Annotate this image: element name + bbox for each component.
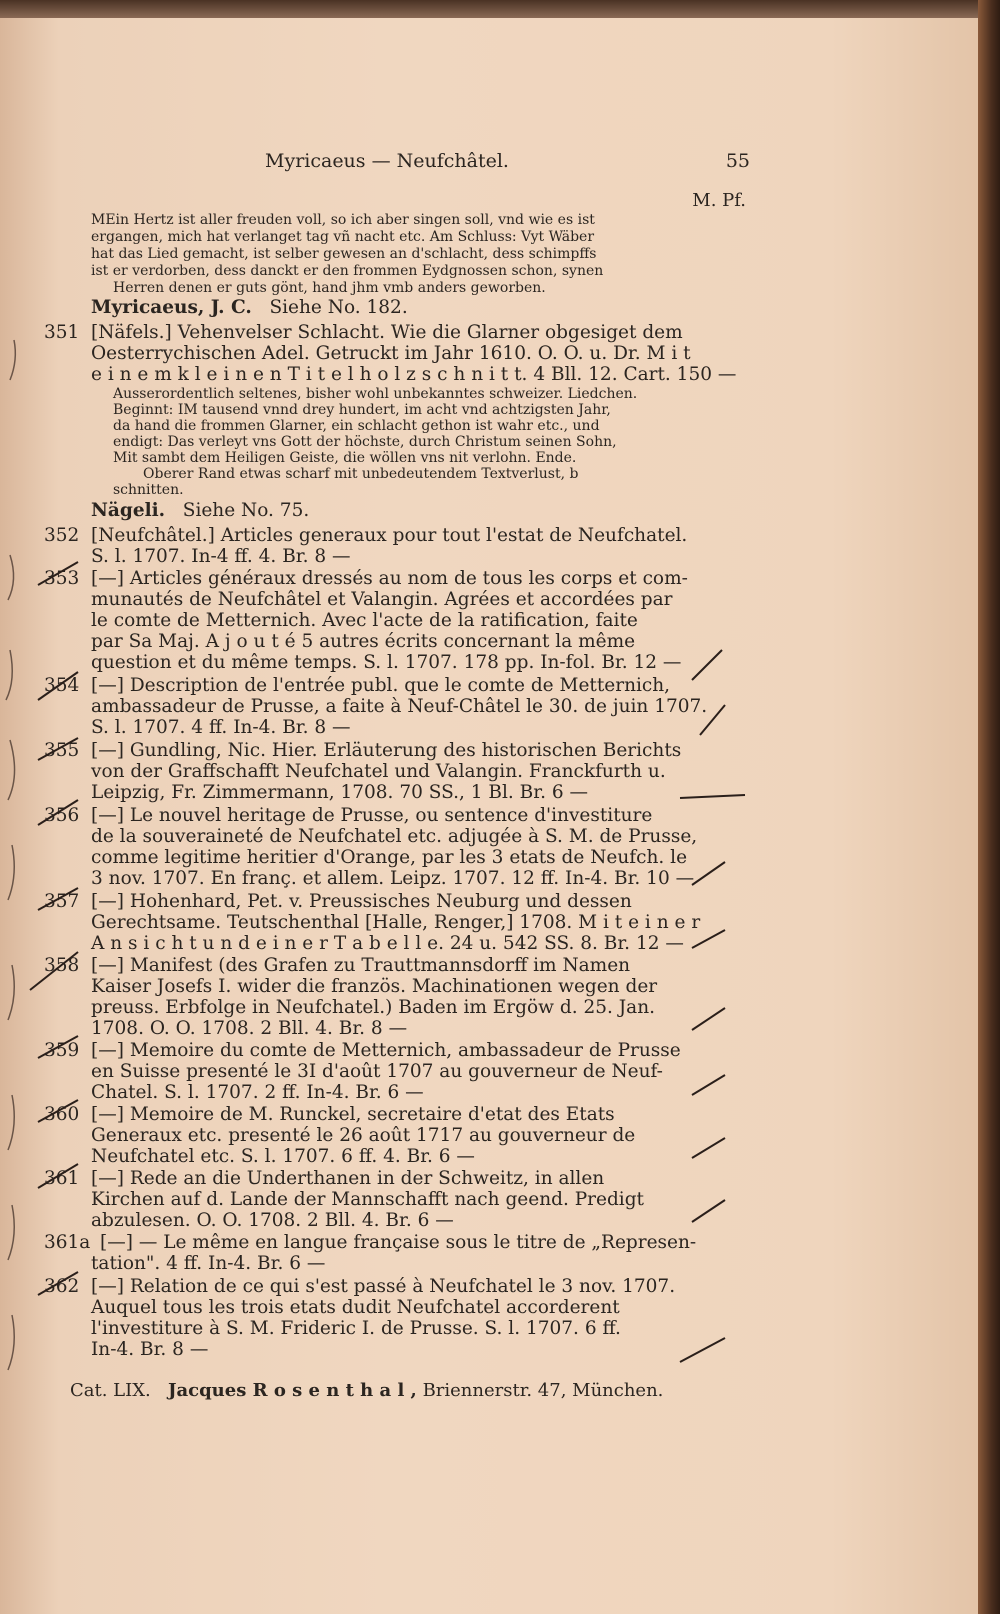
ref-text: Siehe No. 75.: [182, 500, 310, 521]
entry-line: Gerechtsame. Teutschenthal [Halle, Renger,] 1708. M i t e i n e r: [91, 912, 701, 933]
strike-mark: [38, 1164, 78, 1188]
intro-line: Herren denen er guts gönt, hand jhm vmb anders geworben.: [113, 280, 546, 296]
entry-note: Beginnt: IM tausend vnnd drey hundert, im acht vnd achtzigsten Jahr,: [113, 402, 611, 418]
entry-line: von der Graffschafft Neufchatel und Valangin. Franckfurth u.: [91, 761, 666, 782]
entry-line: Generaux etc. presenté le 26 août 1717 au gouverneur de: [91, 1125, 636, 1146]
strike-mark: [38, 888, 78, 910]
intro-line: MEin Hertz ist aller freuden voll, so ich aber singen soll, vnd wie es ist: [91, 212, 595, 228]
entry-line: abzulesen. O. O. 1708. 2 Bll. 4. Br. 6 —: [91, 1210, 454, 1231]
price-strike: [692, 1200, 725, 1222]
strike-mark: [38, 672, 78, 700]
ref-name: Nägeli.: [91, 500, 166, 521]
entry-note: Oberer Rand etwas scharf mit unbedeutendem Textverlust, b: [143, 466, 579, 482]
entry-line: ambassadeur de Prusse, a faite à Neuf-Châtel le 30. de juin 1707.: [91, 696, 708, 717]
entry-note: schnitten.: [113, 482, 184, 498]
entry-line: question et du même temps. S. l. 1707. 178 pp. In-fol. Br. 12 —: [91, 652, 682, 673]
book-spine: [978, 0, 1000, 1614]
strike-mark: [38, 738, 78, 760]
price-strike: [692, 1075, 725, 1095]
entry-line: [—] Rede an die Underthanen in der Schweitz, in allen: [91, 1168, 605, 1189]
strike-mark: [38, 1100, 78, 1122]
entry-number: 352: [44, 525, 80, 546]
entry-line: [—] — Le même en langue française sous le titre de „Represen-: [100, 1232, 697, 1253]
price-strike: [692, 1138, 725, 1158]
entry-line: le comte de Metternich. Avec l'acte de la ratification, faite: [91, 610, 638, 631]
catalog-number: Cat. LIX.: [70, 1380, 151, 1401]
entry-line: [—] Memoire du comte de Metternich, ambassadeur de Prusse: [91, 1040, 681, 1061]
entry-note: da hand die frommen Glarner, ein schlacht gethon ist wahr etc., und: [113, 418, 600, 434]
entry-number: 354: [44, 675, 80, 696]
scribble-mark: [10, 340, 15, 380]
entry-number: 355: [44, 740, 80, 761]
entry-line: Oesterrychischen Adel. Getruckt im Jahr 1610. O. O. u. Dr. M i t: [91, 343, 691, 364]
ref-text: Siehe No. 182.: [269, 297, 408, 318]
price-strike: [692, 1008, 725, 1030]
entry-note: Ausserordentlich seltenes, bisher wohl unbekanntes schweizer. Liedchen.: [113, 386, 638, 402]
entry-line: 3 nov. 1707. En franç. et allem. Leipz. 1707. 12 ff. In-4. Br. 10 —: [91, 868, 695, 889]
entry-line: Auquel tous les trois etats dudit Neufchatel accorderent: [91, 1297, 620, 1318]
dealer-name: Jacques R o s e n t h a l ,: [167, 1380, 417, 1401]
entry-line: 1708. O. O. 1708. 2 Bll. 4. Br. 8 —: [91, 1018, 408, 1039]
scribble-mark: [8, 1205, 14, 1260]
scribble-mark: [8, 1315, 14, 1370]
entry-line: de la souveraineté de Neufchatel etc. adjugée à S. M. de Prusse,: [91, 826, 698, 847]
entry-number: 362: [44, 1276, 80, 1297]
entry-line: comme legitime heritier d'Orange, par les 3 etats de Neufch. le: [91, 847, 688, 868]
strike-mark: [38, 1272, 78, 1295]
entry-number: 361a: [44, 1232, 91, 1253]
page-title: Myricaeus — Neufchâtel.: [265, 150, 509, 172]
scribble-mark: [8, 845, 14, 900]
intro-line: ist er verdorben, dess danckt er den frommen Eydgnossen schon, synen: [91, 263, 604, 279]
entry-line: [—] Gundling, Nic. Hier. Erläuterung des historischen Berichts: [91, 740, 682, 761]
strike-mark: [38, 562, 78, 585]
entry-number: 360: [44, 1104, 80, 1125]
strike-mark: [30, 952, 78, 990]
entry-line: S. l. 1707. In-4 ff. 4. Br. 8 —: [91, 546, 351, 567]
entry-number: 356: [44, 805, 80, 826]
entry-line: S. l. 1707. 4 ff. In-4. Br. 8 —: [91, 717, 351, 738]
entry-line: [Näfels.] Vehenvelser Schlacht. Wie die Glarner obgesiget dem: [91, 322, 683, 343]
entry-line: In-4. Br. 8 —: [91, 1339, 209, 1360]
price-strike: [692, 650, 722, 680]
entry-line: en Suisse presenté le 3I d'août 1707 au gouverneur de Neuf-: [91, 1061, 663, 1082]
entry-line: Leipzig, Fr. Zimmermann, 1708. 70 SS., 1 Bl. Br. 6 —: [91, 782, 588, 803]
entry-number: 351: [44, 322, 80, 343]
entry-number: 361: [44, 1168, 80, 1189]
price-strike: [700, 705, 725, 735]
entry-line: [Neufchâtel.] Articles generaux pour tout l'estat de Neufchatel.: [91, 525, 688, 546]
scribble-mark: [8, 555, 14, 600]
margin-scribbles: [6, 340, 15, 1370]
entry-line: preuss. Erbfolge in Neufchatel.) Baden im Ergöw d. 25. Jan.: [91, 997, 655, 1018]
scribble-mark: [8, 965, 14, 1020]
scribble-mark: [8, 1095, 14, 1150]
entry-line: [—] Hohenhard, Pet. v. Preussisches Neuburg und dessen: [91, 891, 632, 912]
entry-line: Neufchatel etc. S. l. 1707. 6 ff. 4. Br. 6 —: [91, 1146, 475, 1167]
entry-line: e i n e m k l e i n e n T i t e l h o l z s c h n i t t. 4 Bll. 12. Cart. 150 —: [91, 364, 737, 385]
entry-line: [—] Articles généraux dressés au nom de tous les corps et com-: [91, 568, 688, 589]
scribble-mark: [8, 740, 15, 800]
price-strike: [692, 862, 725, 885]
dealer-address: Briennerstr. 47, München.: [422, 1380, 664, 1401]
entry-line: tation". 4 ff. In-4. Br. 6 —: [91, 1253, 326, 1274]
entry-number: 353: [44, 568, 80, 589]
entry-line: [—] Manifest (des Grafen zu Trauttmannsdorff im Namen: [91, 955, 631, 976]
entry-number: 357: [44, 891, 80, 912]
entry-number: 359: [44, 1040, 80, 1061]
intro-line: ergangen, mich hat verlanget tag vñ nacht etc. Am Schluss: Vyt Wäber: [91, 229, 595, 245]
scribble-mark: [6, 650, 12, 700]
strike-mark: [38, 1036, 78, 1058]
top-note: M. Pf.: [692, 190, 746, 211]
price-strike: [692, 930, 725, 948]
entry-line: [—] Description de l'entrée publ. que le comte de Metternich,: [91, 675, 671, 696]
price-strike: [680, 795, 745, 798]
entry-number: 358: [44, 955, 80, 976]
entry-line: Kirchen auf d. Lande der Mannschafft nach geend. Predigt: [91, 1189, 644, 1210]
page-number: 55: [725, 150, 750, 172]
entry-line: Kaiser Josefs I. wider die französ. Machinationen wegen der: [91, 976, 658, 997]
entry-line: [—] Relation de ce qui s'est passé à Neufchatel le 3 nov. 1707.: [91, 1276, 676, 1297]
entry-line: A n s i c h t u n d e i n e r T a b e l l e. 24 u. 542 SS. 8. Br. 12 —: [91, 933, 684, 954]
price-strike: [680, 1338, 725, 1362]
entry-line: munautés de Neufchâtel et Valangin. Agrées et accordées par: [91, 589, 673, 610]
entry-line: Chatel. S. l. 1707. 2 ff. In-4. Br. 6 —: [91, 1082, 424, 1103]
entry-line: [—] Memoire de M. Runckel, secretaire d'etat des Etats: [91, 1104, 615, 1125]
pencil-strokes: [30, 562, 745, 1362]
ref-name: Myricaeus, J. C.: [91, 297, 252, 318]
entry-note: Mit sambt dem Heiligen Geiste, die wöllen vns nit verlohn. Ende.: [113, 450, 577, 466]
entry-line: [—] Le nouvel heritage de Prusse, ou sentence d'investiture: [91, 805, 653, 826]
page-footer: [70, 1380, 663, 1401]
entry-line: par Sa Maj. A j o u t é 5 autres écrits concernant la même: [91, 631, 636, 652]
entry-note: endigt: Das verleyt vns Gott der höchste, durch Christum seinen Sohn,: [113, 434, 617, 450]
strike-mark: [38, 800, 78, 825]
entry-line: l'investiture à S. M. Frideric I. de Prusse. S. l. 1707. 6 ff.: [91, 1318, 621, 1339]
intro-line: hat das Lied gemacht, ist selber gewesen an d'schlacht, dess schimpffs: [91, 246, 597, 262]
